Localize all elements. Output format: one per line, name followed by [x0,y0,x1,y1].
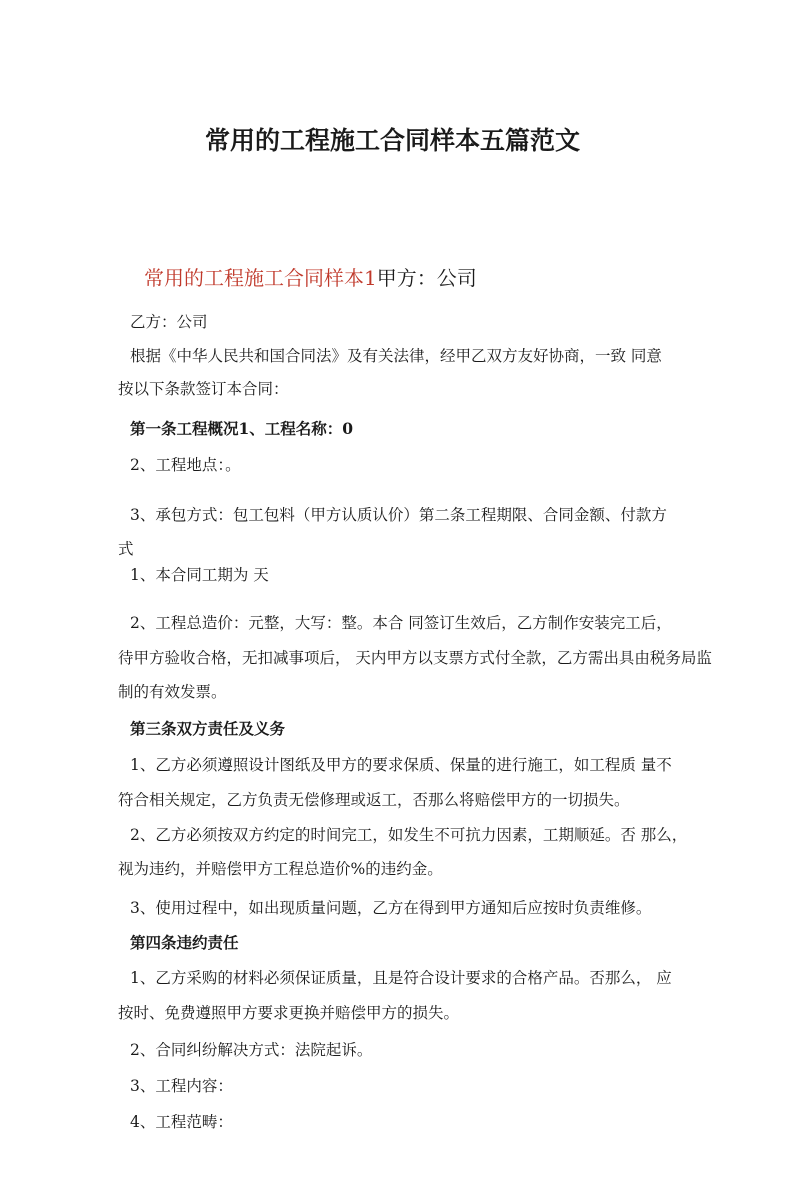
paragraph-line: 视为违约，并赔偿甲方工程总造价%的违约金。 [118,860,443,878]
paragraph-line: 2、工程地点：。 [130,456,241,474]
paragraph-line: 2、合同纠纷解决方式：法院起诉。 [130,1041,373,1059]
article-heading: 第一条工程概况1、工程名称：0 [130,419,354,438]
paragraph-line: 3、使用过程中，如出现质量问题，乙方在得到甲方通知后应按时负责维修。 [130,899,652,917]
paragraph-line: 1、乙方必须遵照设计图纸及甲方的要求保质、保量的进行施工，如工程质 量不 [130,756,672,774]
paragraph-line: 根据《中华人民共和国合同法》及有关法律，经甲乙双方友好协商，一致 同意 [130,347,662,365]
paragraph-line: 1、本合同工期为 天 [130,566,269,584]
paragraph-line: 4、工程范畴： [130,1113,233,1131]
article-heading: 第三条双方责任及义务 [130,719,286,738]
article-heading: 第四条违约责任 [130,933,239,952]
paragraph-line: 3、工程内容： [130,1077,233,1095]
paragraph-line: 式 [118,540,134,558]
paragraph-line: 符合相关规定，乙方负责无偿修理或返工，否那么将赔偿甲方的一切损失。 [118,791,630,809]
section-heading-red: 常用的工程施工合同样本1 [144,266,377,290]
paragraph-line: 按以下条款签订本合同： [118,380,289,398]
party-b-line: 乙方：公司 [130,313,208,331]
paragraph-line: 2、工程总造价：元整，大写：整。本合 同签订生效后，乙方制作安装完工后， [130,614,672,632]
paragraph-line: 3、承包方式：包工包料（甲方认质认价）第二条工程期限、合同金额、付款方 [130,506,667,524]
document-title: 常用的工程施工合同样本五篇范文 [205,126,581,155]
section-heading [144,268,477,288]
paragraph-line: 待甲方验收合格，无扣减事项后， 天内甲方以支票方式付全款，乙方需出具由税务局监 [118,649,712,667]
paragraph-line: 1、乙方采购的材料必须保证质量，且是符合设计要求的合格产品。否那么， 应 [130,969,672,987]
paragraph-line: 2、乙方必须按双方约定的时间完工，如发生不可抗力因素，工期顺延。否 那么， [130,826,688,844]
paragraph-line: 制的有效发票。 [118,683,227,701]
paragraph-line: 按时、免费遵照甲方要求更换并赔偿甲方的损失。 [118,1004,460,1022]
section-heading-party-a: 甲方：公司 [376,266,477,290]
